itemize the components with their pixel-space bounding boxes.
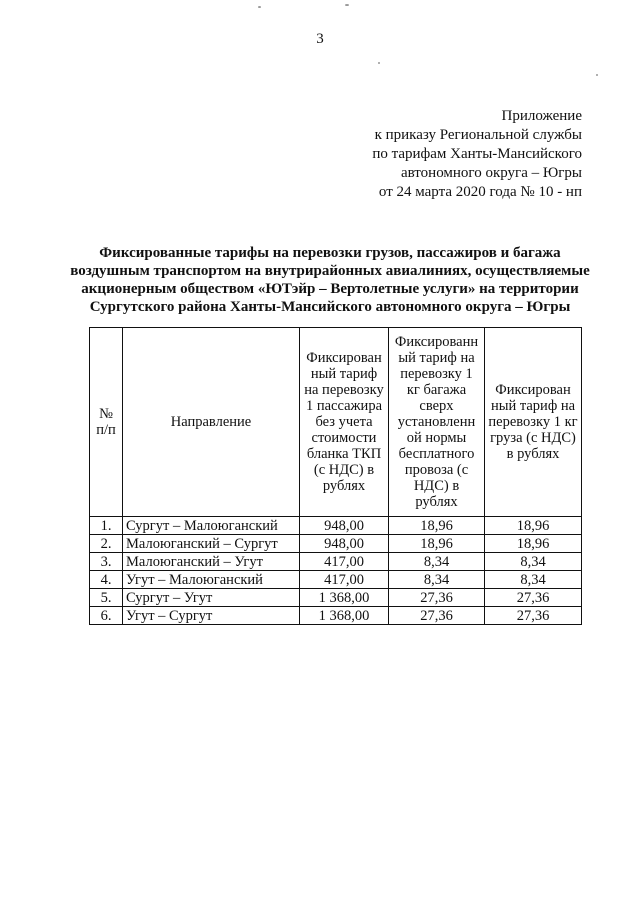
- row-baggage-tariff: 27,36: [389, 589, 485, 607]
- row-baggage-tariff: 27,36: [389, 607, 485, 625]
- appendix-block: [372, 107, 582, 202]
- table-row: [90, 553, 582, 571]
- appendix-line: по тарифам Ханты-Мансийского: [372, 146, 582, 162]
- row-baggage-tariff: 8,34: [389, 571, 485, 589]
- row-cargo-tariff: 27,36: [485, 589, 582, 607]
- row-cargo-tariff: 18,96: [485, 517, 582, 535]
- row-baggage-tariff: 8,34: [389, 553, 485, 571]
- table-row: [90, 535, 582, 553]
- row-passenger-tariff: 948,00: [300, 517, 389, 535]
- appendix-line: к приказу Региональной службы: [374, 127, 582, 143]
- row-baggage-tariff: 18,96: [389, 535, 485, 553]
- row-passenger-tariff: 948,00: [300, 535, 389, 553]
- appendix-line: от 24 марта 2020 года № 10 - нп: [378, 184, 582, 200]
- row-passenger-tariff: 1 368,00: [300, 607, 389, 625]
- title-line: воздушным транспортом на внутрирайонных авиалиниях, осуществляемые: [70, 263, 590, 279]
- page-number: 3: [316, 31, 324, 47]
- row-num: 6.: [90, 607, 123, 625]
- title-line: Сургутского района Ханты-Мансийского автономного округа – Югры: [89, 299, 571, 315]
- row-cargo-tariff: 27,36: [485, 607, 582, 625]
- scan-speck: [258, 6, 261, 8]
- row-passenger-tariff: 1 368,00: [300, 589, 389, 607]
- row-num: 1.: [90, 517, 123, 535]
- row-cargo-tariff: 8,34: [485, 571, 582, 589]
- table-row: [90, 589, 582, 607]
- row-num: 4.: [90, 571, 123, 589]
- appendix-line: автономного округа – Югры: [400, 165, 582, 181]
- row-direction: Сургут – Угут: [123, 589, 300, 607]
- row-baggage-tariff: 18,96: [389, 517, 485, 535]
- row-direction: Малоюганский – Сургут: [123, 535, 300, 553]
- appendix-line: Приложение: [501, 108, 582, 124]
- row-direction: Малоюганский – Угут: [123, 553, 300, 571]
- scan-speck: [345, 4, 349, 6]
- scan-speck: [596, 74, 598, 76]
- title-line: акционерным обществом «ЮТэйр – Вертолетные услуги» на территории: [81, 281, 579, 297]
- header-cargo-tariff: Фиксирован ный тариф на перевозку 1 кг груза (с НДС) в рублях: [485, 328, 582, 517]
- row-direction: Угут – Малоюганский: [123, 571, 300, 589]
- row-num: 3.: [90, 553, 123, 571]
- table-row: [90, 571, 582, 589]
- table-header-row: [90, 328, 582, 517]
- header-num: № п/п: [90, 328, 123, 517]
- header-direction: Направление: [123, 328, 300, 517]
- row-passenger-tariff: 417,00: [300, 553, 389, 571]
- scan-speck: [378, 62, 380, 64]
- row-cargo-tariff: 18,96: [485, 535, 582, 553]
- document-title: [60, 244, 600, 316]
- row-num: 5.: [90, 589, 123, 607]
- title-line: Фиксированные тарифы на перевозки грузов, пассажиров и багажа: [99, 245, 561, 261]
- tariff-table: [89, 327, 582, 625]
- row-cargo-tariff: 8,34: [485, 553, 582, 571]
- row-direction: Сургут – Малоюганский: [123, 517, 300, 535]
- row-direction: Угут – Сургут: [123, 607, 300, 625]
- row-passenger-tariff: 417,00: [300, 571, 389, 589]
- table-row: [90, 517, 582, 535]
- row-num: 2.: [90, 535, 123, 553]
- header-baggage-tariff: Фиксированн ый тариф на перевозку 1 кг багажа сверх установленн ой нормы бесплатного провоза (с НДС) в рублях: [389, 328, 485, 517]
- header-passenger-tariff: Фиксирован ный тариф на перевозку 1 пассажира без учета стоимости бланка ТКП (с НДС) в рублях: [300, 328, 389, 517]
- table-row: [90, 607, 582, 625]
